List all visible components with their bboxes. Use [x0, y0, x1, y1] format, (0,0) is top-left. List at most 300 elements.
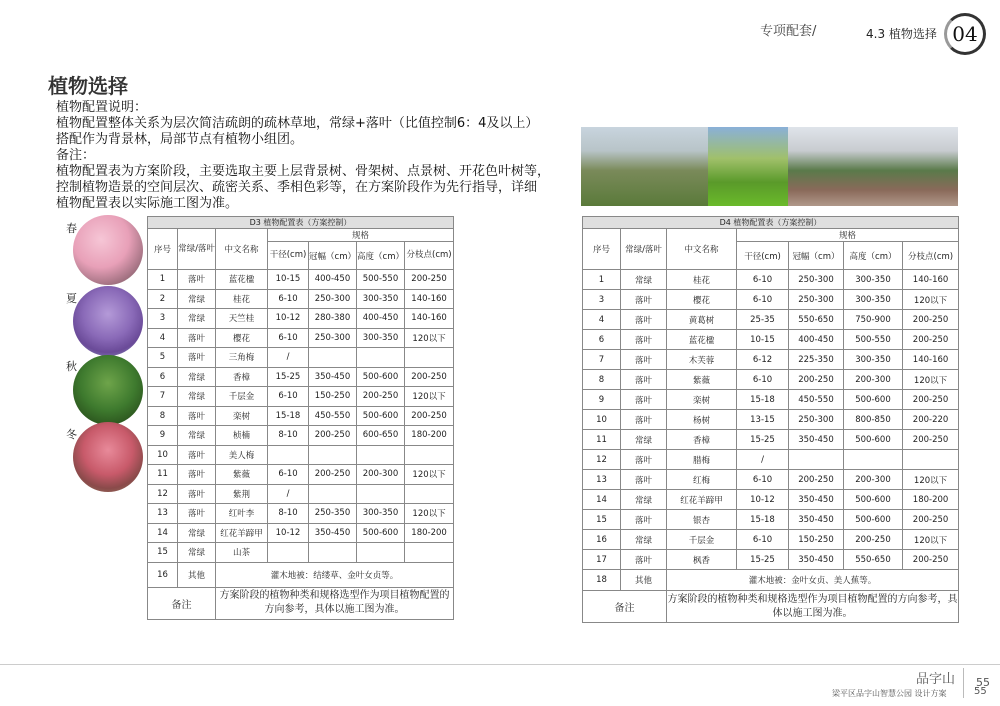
cell-height: 200-300	[357, 465, 405, 485]
intro-line-1: 植物配置整体关系为层次简洁疏朗的疏林草地，常绿+落叶（比值控制6：4及以上）	[56, 116, 539, 131]
cell-no: 12	[583, 450, 621, 470]
cell-dbh	[268, 543, 309, 563]
cell-no: 7	[583, 350, 621, 370]
cell-no: 15	[148, 543, 178, 563]
cell-crown: 450-550	[309, 406, 357, 426]
cell-height: 500-550	[357, 270, 405, 290]
cell-dbh: 10-15	[268, 270, 309, 290]
autumn-tree-photo	[73, 355, 143, 425]
cell-type: 常绿	[178, 367, 216, 387]
cell-dbh: 8-10	[268, 504, 309, 524]
cell-branch: 140-160	[405, 309, 454, 329]
cell-branch: 200-250	[903, 510, 959, 530]
cell-crown: 350-450	[789, 490, 844, 510]
table-row	[583, 470, 959, 490]
cell-branch: 120以下	[405, 504, 454, 524]
cell-no: 10	[148, 445, 178, 465]
cell-height: 300-350	[844, 290, 903, 310]
cell-height: 300-350	[844, 270, 903, 290]
cell-no: 4	[148, 328, 178, 348]
cell-name: 杨树	[667, 410, 737, 430]
cell-height	[357, 543, 405, 563]
cell-height	[357, 484, 405, 504]
cell-no: 17	[583, 550, 621, 570]
cell-dbh	[268, 445, 309, 465]
cell-name: 紫荆	[216, 484, 268, 504]
cell-height: 300-350	[357, 328, 405, 348]
cell-branch: 200-250	[903, 390, 959, 410]
other-text: 灌木地被：结缕草、金叶女贞等。	[216, 562, 454, 587]
cell-branch: 120以下	[903, 470, 959, 490]
note-line-3: 植物配置表以实际施工图为准。	[56, 196, 239, 211]
cell-name: 桂花	[667, 270, 737, 290]
cell-name: 樱花	[667, 290, 737, 310]
col-header-spec: 规格	[268, 229, 454, 242]
cell-crown: 350-450	[789, 430, 844, 450]
cell-no: 2	[148, 289, 178, 309]
cell-branch	[405, 543, 454, 563]
cell-dbh: 6-12	[737, 350, 789, 370]
table-row	[148, 348, 454, 368]
cell-crown: 450-550	[789, 390, 844, 410]
table-row	[148, 543, 454, 563]
cell-crown: 350-450	[309, 523, 357, 543]
footer-divider	[0, 664, 1000, 665]
cell-type: 常绿	[621, 270, 667, 290]
table-row	[148, 465, 454, 485]
cell-branch	[405, 348, 454, 368]
cell-type: 落叶	[178, 484, 216, 504]
cell-dbh: 25-35	[737, 310, 789, 330]
landscape-photo-strip	[581, 127, 958, 206]
cell-name: 紫薇	[216, 465, 268, 485]
table-row	[148, 289, 454, 309]
table-row	[583, 490, 959, 510]
cell-name: 红花羊蹄甲	[216, 523, 268, 543]
cell-no: 5	[148, 348, 178, 368]
cell-height: 500-600	[357, 523, 405, 543]
season-label-spring: 春	[66, 222, 77, 235]
table-row	[148, 387, 454, 407]
page-title: 植物选择	[48, 74, 128, 98]
table-body	[583, 270, 959, 570]
cell-height: 500-600	[844, 430, 903, 450]
cell-branch: 200-250	[405, 406, 454, 426]
intro-heading: 植物配置说明：	[56, 100, 148, 115]
cell-type: 常绿	[178, 523, 216, 543]
other-no: 16	[148, 562, 178, 587]
cell-dbh: 6-10	[268, 465, 309, 485]
cell-name: 三角梅	[216, 348, 268, 368]
season-label-winter: 冬	[66, 428, 77, 441]
cell-dbh: 15-18	[737, 510, 789, 530]
table-row	[148, 309, 454, 329]
cell-branch: 200-250	[903, 550, 959, 570]
note-line-2: 控制植物造景的空间层次、疏密关系、季相色彩等，在方案阶段作为先行指导，详细	[56, 180, 538, 195]
col-header-no: 序号	[583, 229, 621, 270]
cell-crown: 225-350	[789, 350, 844, 370]
col-header-spec: 规格	[737, 229, 959, 242]
table-row	[148, 328, 454, 348]
table-row	[583, 370, 959, 390]
cell-type: 落叶	[178, 328, 216, 348]
cell-type: 常绿	[178, 543, 216, 563]
cell-branch: 180-200	[405, 523, 454, 543]
cell-height: 750-900	[844, 310, 903, 330]
cell-crown: 350-450	[789, 510, 844, 530]
cell-dbh: 6-10	[737, 530, 789, 550]
cell-no: 1	[148, 270, 178, 290]
cell-height: 500-600	[357, 406, 405, 426]
other-no: 18	[583, 570, 621, 591]
table-row	[148, 426, 454, 446]
cell-branch: 180-200	[903, 490, 959, 510]
park-photo-3	[788, 127, 958, 206]
cell-no: 9	[148, 426, 178, 446]
cell-crown: 200-250	[789, 470, 844, 490]
cell-type: 落叶	[178, 445, 216, 465]
other-text: 灌木地被：金叶女贞、美人蕉等。	[667, 570, 959, 591]
cell-crown: 200-250	[309, 426, 357, 446]
winter-tree-photo	[73, 422, 143, 492]
cell-crown	[789, 450, 844, 470]
cell-height: 500-600	[844, 510, 903, 530]
cell-type: 落叶	[178, 406, 216, 426]
col-header-dbh: 干径(cm)	[737, 242, 789, 270]
cell-height	[357, 445, 405, 465]
footer-separator	[963, 668, 964, 698]
cell-branch: 200-250	[405, 367, 454, 387]
cell-branch: 140-160	[903, 270, 959, 290]
cell-name: 山茶	[216, 543, 268, 563]
cell-name: 桂花	[216, 289, 268, 309]
cell-no: 1	[583, 270, 621, 290]
cell-no: 8	[148, 406, 178, 426]
other-type: 其他	[621, 570, 667, 591]
cell-branch: 120以下	[405, 465, 454, 485]
cell-no: 9	[583, 390, 621, 410]
header-category: 专项配套/	[760, 24, 817, 39]
remark-label: 备注	[583, 591, 667, 623]
cell-name: 千层金	[667, 530, 737, 550]
cell-name: 美人梅	[216, 445, 268, 465]
cell-name: 枫香	[667, 550, 737, 570]
cell-dbh: 8-10	[268, 426, 309, 446]
cell-height	[844, 450, 903, 470]
cell-no: 13	[148, 504, 178, 524]
cell-type: 落叶	[621, 290, 667, 310]
cell-no: 14	[148, 523, 178, 543]
cell-height: 200-300	[844, 370, 903, 390]
cell-name: 桢楠	[216, 426, 268, 446]
col-header-crown: 冠幅（cm）	[789, 242, 844, 270]
cell-branch: 120以下	[405, 387, 454, 407]
cell-name: 红花羊蹄甲	[667, 490, 737, 510]
cell-crown: 150-250	[789, 530, 844, 550]
cell-dbh: 15-18	[737, 390, 789, 410]
cell-name: 蓝花楹	[667, 330, 737, 350]
cell-type: 落叶	[621, 350, 667, 370]
cell-type: 常绿	[621, 530, 667, 550]
cell-type: 落叶	[178, 465, 216, 485]
table-row	[148, 406, 454, 426]
table-row	[583, 510, 959, 530]
cell-crown: 350-450	[309, 367, 357, 387]
plant-table-d3	[147, 216, 454, 620]
table-row	[583, 330, 959, 350]
cell-height: 300-350	[357, 504, 405, 524]
cell-name: 木芙蓉	[667, 350, 737, 370]
cell-no: 15	[583, 510, 621, 530]
cell-name: 香樟	[667, 430, 737, 450]
cell-branch: 200-250	[405, 270, 454, 290]
table-row	[583, 290, 959, 310]
cell-crown: 550-650	[789, 310, 844, 330]
cell-type: 落叶	[621, 450, 667, 470]
cell-branch: 140-160	[405, 289, 454, 309]
table-row	[583, 530, 959, 550]
season-label-autumn: 秋	[66, 360, 77, 373]
cell-branch	[405, 484, 454, 504]
cell-height: 300-350	[357, 289, 405, 309]
col-header-height: 高度（cm）	[844, 242, 903, 270]
cell-crown: 250-300	[309, 289, 357, 309]
table-row	[148, 484, 454, 504]
cell-name: 红叶李	[216, 504, 268, 524]
table-row	[148, 504, 454, 524]
cell-name: 香樟	[216, 367, 268, 387]
cell-height: 550-650	[844, 550, 903, 570]
cell-branch: 120以下	[405, 328, 454, 348]
cell-branch: 180-200	[405, 426, 454, 446]
table-row	[583, 390, 959, 410]
table-row	[583, 410, 959, 430]
col-header-branch: 分枝点(cm)	[405, 242, 454, 270]
cell-branch: 120以下	[903, 370, 959, 390]
cell-branch: 200-220	[903, 410, 959, 430]
cell-name: 腊梅	[667, 450, 737, 470]
cell-type: 常绿	[178, 387, 216, 407]
summer-tree-photo	[73, 286, 143, 356]
cell-crown: 250-300	[789, 270, 844, 290]
cell-name: 蓝花楹	[216, 270, 268, 290]
table-body	[148, 270, 454, 563]
cell-dbh: /	[737, 450, 789, 470]
footer-brand: 品字山	[916, 672, 956, 687]
cell-height: 800-850	[844, 410, 903, 430]
cell-dbh: 10-12	[737, 490, 789, 510]
cell-type: 常绿	[178, 426, 216, 446]
page-badge: 04	[944, 13, 986, 55]
cell-crown: 250-300	[309, 328, 357, 348]
cell-type: 落叶	[621, 510, 667, 530]
cell-dbh: 15-25	[737, 550, 789, 570]
cell-crown: 280-380	[309, 309, 357, 329]
cell-crown: 350-450	[789, 550, 844, 570]
cell-no: 14	[583, 490, 621, 510]
cell-crown	[309, 543, 357, 563]
cell-height: 500-600	[357, 367, 405, 387]
cell-crown: 150-250	[309, 387, 357, 407]
table-row	[148, 445, 454, 465]
cell-height: 500-600	[844, 490, 903, 510]
col-header-name: 中文名称	[216, 229, 268, 270]
cell-type: 常绿	[621, 490, 667, 510]
cell-dbh: 6-10	[268, 387, 309, 407]
cell-branch: 140-160	[903, 350, 959, 370]
cell-no: 12	[148, 484, 178, 504]
col-header-crown: 冠幅（cm）	[309, 242, 357, 270]
cell-no: 8	[583, 370, 621, 390]
cell-name: 栾树	[216, 406, 268, 426]
cell-type: 落叶	[178, 270, 216, 290]
cell-type: 落叶	[621, 370, 667, 390]
cell-name: 紫薇	[667, 370, 737, 390]
cell-no: 16	[583, 530, 621, 550]
remark-label: 备注	[148, 587, 216, 619]
cell-crown: 250-300	[789, 410, 844, 430]
cell-branch: 200-250	[903, 430, 959, 450]
cell-type: 常绿	[178, 289, 216, 309]
cell-crown: 400-450	[309, 270, 357, 290]
remark-text: 方案阶段的植物种类和规格选型作为项目植物配置的方向参考，具体以施工图为准。	[667, 591, 959, 623]
table-row	[583, 430, 959, 450]
cell-crown: 250-350	[309, 504, 357, 524]
cell-no: 7	[148, 387, 178, 407]
cell-type: 落叶	[178, 348, 216, 368]
cell-no: 13	[583, 470, 621, 490]
cell-branch: 200-250	[903, 330, 959, 350]
table-row	[148, 523, 454, 543]
cell-name: 樱花	[216, 328, 268, 348]
intro-line-2: 搭配作为背景林，局部节点有植物小组团。	[56, 132, 304, 147]
spring-tree-photo	[73, 215, 143, 285]
cell-type: 落叶	[621, 390, 667, 410]
cell-crown: 250-300	[789, 290, 844, 310]
col-header-no: 序号	[148, 229, 178, 270]
cell-dbh: 6-10	[268, 328, 309, 348]
cell-no: 3	[583, 290, 621, 310]
cell-height: 500-600	[844, 390, 903, 410]
table-row	[583, 450, 959, 470]
cell-no: 3	[148, 309, 178, 329]
table-row	[583, 270, 959, 290]
cell-dbh: 6-10	[268, 289, 309, 309]
cell-crown: 400-450	[789, 330, 844, 350]
cell-branch	[903, 450, 959, 470]
table-row	[148, 367, 454, 387]
footer-page-number: 55	[976, 676, 990, 689]
table-row	[583, 550, 959, 570]
other-type: 其他	[178, 562, 216, 587]
cell-crown: 200-250	[789, 370, 844, 390]
cell-no: 10	[583, 410, 621, 430]
cell-no: 11	[148, 465, 178, 485]
cell-type: 落叶	[178, 504, 216, 524]
footer-page-number-small: 55	[974, 686, 987, 697]
table-row	[583, 310, 959, 330]
remark-text: 方案阶段的植物种类和规格选型作为项目植物配置的方向参考，具体以施工图为准。	[216, 587, 454, 619]
cell-dbh: 15-25	[268, 367, 309, 387]
cell-name: 黄葛树	[667, 310, 737, 330]
cell-branch	[405, 445, 454, 465]
cell-dbh: 6-10	[737, 270, 789, 290]
table-row	[148, 270, 454, 290]
cell-height: 600-650	[357, 426, 405, 446]
col-header-name: 中文名称	[667, 229, 737, 270]
cell-name: 栾树	[667, 390, 737, 410]
cell-dbh: 15-18	[268, 406, 309, 426]
cell-name: 银杏	[667, 510, 737, 530]
cell-branch: 120以下	[903, 290, 959, 310]
cell-height: 500-550	[844, 330, 903, 350]
cell-branch: 120以下	[903, 530, 959, 550]
cell-height	[357, 348, 405, 368]
cell-name: 红梅	[667, 470, 737, 490]
cell-type: 落叶	[621, 410, 667, 430]
col-header-height: 高度（cm）	[357, 242, 405, 270]
cell-crown	[309, 445, 357, 465]
cell-type: 落叶	[621, 550, 667, 570]
cell-name: 千层金	[216, 387, 268, 407]
season-label-summer: 夏	[66, 292, 77, 305]
table-caption: D4 植物配置表（方案控制）	[583, 217, 959, 229]
cell-dbh: 13-15	[737, 410, 789, 430]
cell-dbh: 10-15	[737, 330, 789, 350]
cell-no: 6	[148, 367, 178, 387]
cell-type: 落叶	[621, 470, 667, 490]
cell-height: 200-250	[844, 530, 903, 550]
cell-type: 落叶	[621, 330, 667, 350]
cell-no: 4	[583, 310, 621, 330]
col-header-branch: 分枝点(cm)	[903, 242, 959, 270]
cell-crown: 200-250	[309, 465, 357, 485]
cell-height: 400-450	[357, 309, 405, 329]
table-row	[583, 350, 959, 370]
col-header-dbh: 干径(cm)	[268, 242, 309, 270]
cell-crown	[309, 348, 357, 368]
header-section: 4.3 植物选择	[866, 27, 937, 41]
cell-dbh: 6-10	[737, 290, 789, 310]
col-header-type: 常绿/落叶	[178, 229, 216, 270]
cell-dbh: 10-12	[268, 309, 309, 329]
cell-branch: 200-250	[903, 310, 959, 330]
plant-table-d4	[582, 216, 959, 623]
table-caption: D3 植物配置表（方案控制）	[148, 217, 454, 229]
cell-height: 300-350	[844, 350, 903, 370]
cell-height: 200-300	[844, 470, 903, 490]
cell-type: 常绿	[178, 309, 216, 329]
col-header-type: 常绿/落叶	[621, 229, 667, 270]
note-line-1: 植物配置表为方案阶段，主要选取主要上层背景树、骨架树、点景树、开花色叶树等，	[56, 164, 551, 179]
cell-name: 天竺桂	[216, 309, 268, 329]
cell-dbh: 6-10	[737, 470, 789, 490]
cell-dbh: /	[268, 348, 309, 368]
footer-project-name: 梁平区品字山智慧公园 设计方案	[832, 689, 947, 698]
cell-dbh: /	[268, 484, 309, 504]
cell-no: 11	[583, 430, 621, 450]
cell-no: 6	[583, 330, 621, 350]
cell-type: 常绿	[621, 430, 667, 450]
cell-dbh: 6-10	[737, 370, 789, 390]
park-photo-1	[581, 127, 708, 206]
cell-type: 落叶	[621, 310, 667, 330]
cell-crown	[309, 484, 357, 504]
park-photo-2	[708, 127, 788, 206]
cell-dbh: 15-25	[737, 430, 789, 450]
cell-dbh: 10-12	[268, 523, 309, 543]
cell-height: 200-250	[357, 387, 405, 407]
